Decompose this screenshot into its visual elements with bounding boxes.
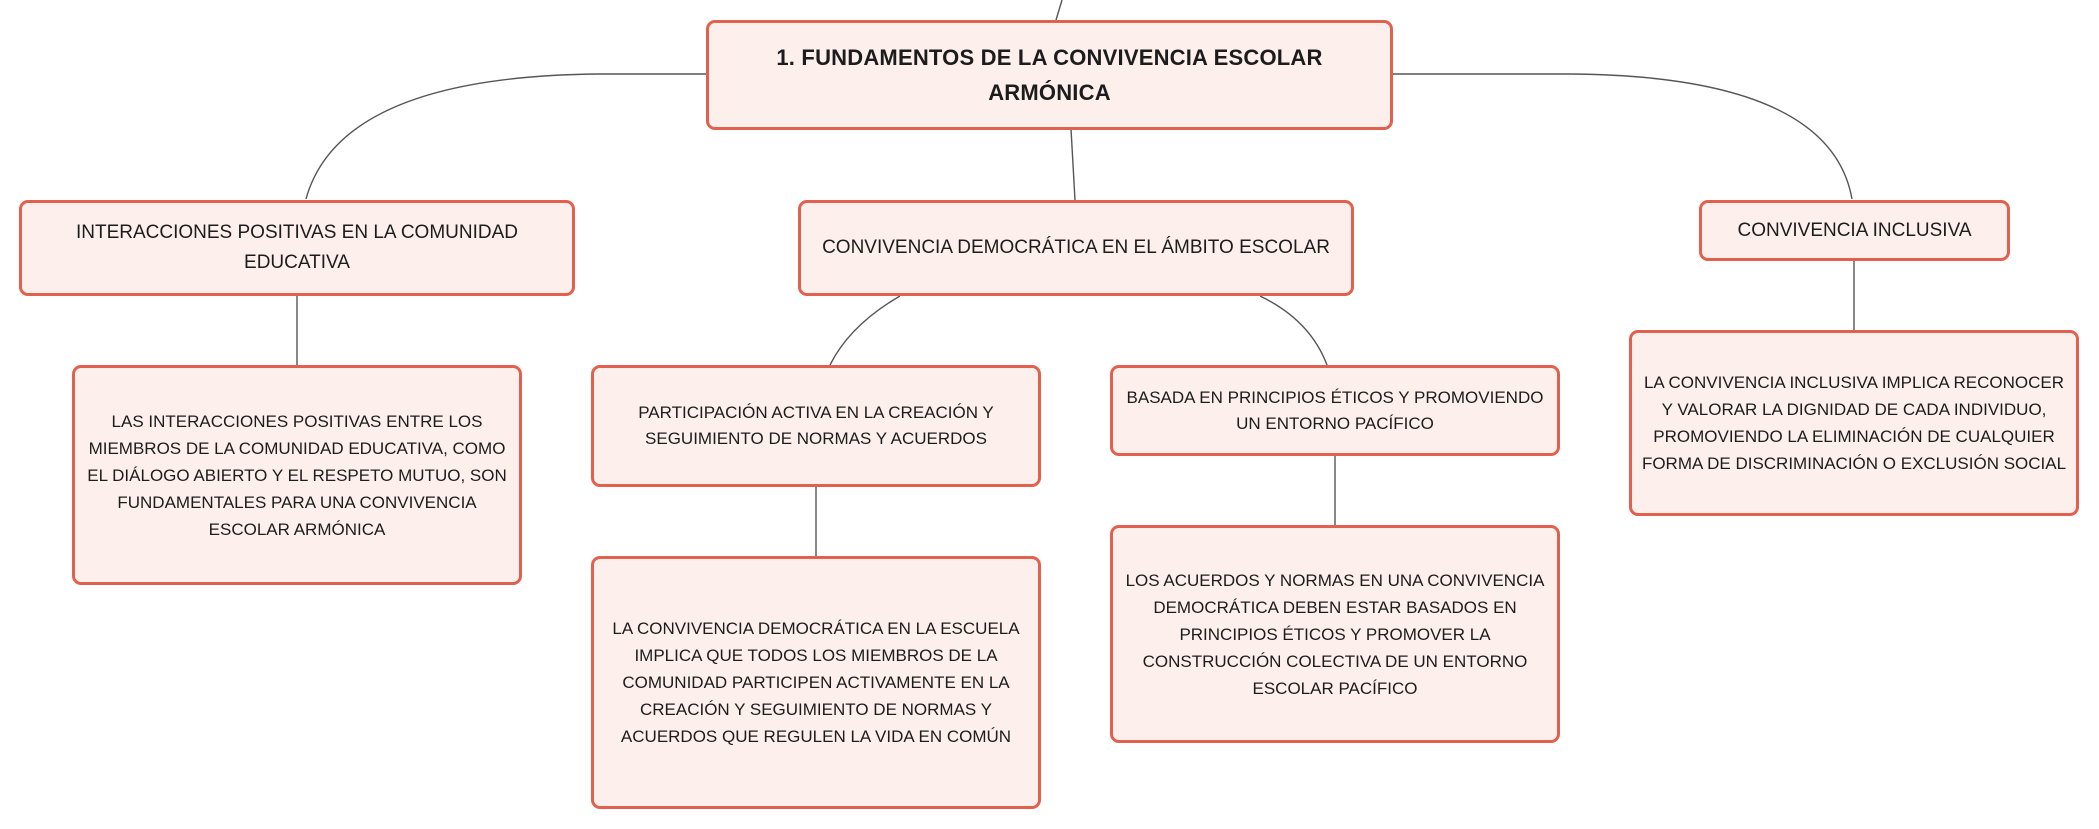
connector-parent-to-root bbox=[1056, 0, 1062, 20]
sub-node-participacion-label: PARTICIPACIÓN ACTIVA EN LA CREACIÓN Y SEGUIMIENTO DE NORMAS Y ACUERDOS bbox=[638, 403, 994, 448]
detail-node-principios[interactable] bbox=[1110, 525, 1560, 743]
sub-node-principios[interactable] bbox=[1110, 365, 1560, 456]
detail-node-inclusiva[interactable] bbox=[1629, 330, 2079, 516]
connector-democratica-to-principios bbox=[1260, 296, 1327, 365]
detail-node-participacion[interactable] bbox=[591, 556, 1041, 809]
connector-root-to-democratica bbox=[1071, 129, 1075, 200]
connector-democratica-to-participacion bbox=[830, 296, 900, 365]
branch-node-interacciones-label: INTERACCIONES POSITIVAS EN LA COMUNIDAD EDUCATIVA bbox=[75, 222, 518, 273]
detail-node-interacciones-text: LAS INTERACCIONES POSITIVAS ENTRE LOS MIEMBROS DE LA COMUNIDAD EDUCATIVA, COMO EL DIÁLOGO ABIERTO Y EL RESPETO MUTUO, SON FUNDAMENTALES PARA UNA CONVIVENCIA ESCOLAR ARMÓNICA bbox=[87, 411, 507, 539]
branch-node-democratica-label: CONVIVENCIA DEMOCRÁTICA EN EL ÁMBITO ESCOLAR bbox=[822, 237, 1330, 258]
branch-node-inclusiva[interactable] bbox=[1699, 200, 2010, 261]
sub-node-principios-label: BASADA EN PRINCIPIOS ÉTICOS Y PROMOVIENDO UN ENTORNO PACÍFICO bbox=[1126, 387, 1544, 433]
root-node-label: 1. FUNDAMENTOS DE LA CONVIVENCIA ESCOLAR ARMÓNICA bbox=[776, 45, 1323, 105]
branch-node-inclusiva-label: CONVIVENCIA INCLUSIVA bbox=[1737, 219, 1972, 241]
connector-root-to-interacciones bbox=[306, 74, 706, 199]
connector-root-to-inclusiva bbox=[1392, 74, 1852, 199]
detail-node-principios-text: LOS ACUERDOS Y NORMAS EN UNA CONVIVENCIA DEMOCRÁTICA DEBEN ESTAR BASADOS EN PRINCIPIOS ÉTICOS Y PROMOVER LA CONSTRUCCIÓN COLECTIVA DE UN ENTORNO ESCOLAR PACÍFICO bbox=[1125, 570, 1545, 698]
root-node[interactable] bbox=[706, 20, 1393, 130]
detail-node-inclusiva-text: LA CONVIVENCIA INCLUSIVA IMPLICA RECONOCER Y VALORAR LA DIGNIDAD DE CADA INDIVIDUO, PROMOVIENDO LA ELIMINACIÓN DE CUALQUIER FORMA DE DISCRIMINACIÓN O EXCLUSIÓN SOCIAL bbox=[1641, 373, 2067, 473]
branch-node-interacciones[interactable] bbox=[19, 200, 575, 296]
sub-node-participacion[interactable] bbox=[591, 365, 1041, 487]
detail-node-participacion-text: LA CONVIVENCIA DEMOCRÁTICA EN LA ESCUELA IMPLICA QUE TODOS LOS MIEMBROS DE LA COMUNIDAD PARTICIPEN ACTIVAMENTE EN LA CREACIÓN Y SEGUIMIENTO DE NORMAS Y ACUERDOS QUE REGULEN LA VIDA EN COMÚN bbox=[612, 619, 1020, 746]
detail-node-interacciones[interactable] bbox=[72, 365, 522, 585]
branch-node-democratica[interactable] bbox=[798, 200, 1354, 296]
